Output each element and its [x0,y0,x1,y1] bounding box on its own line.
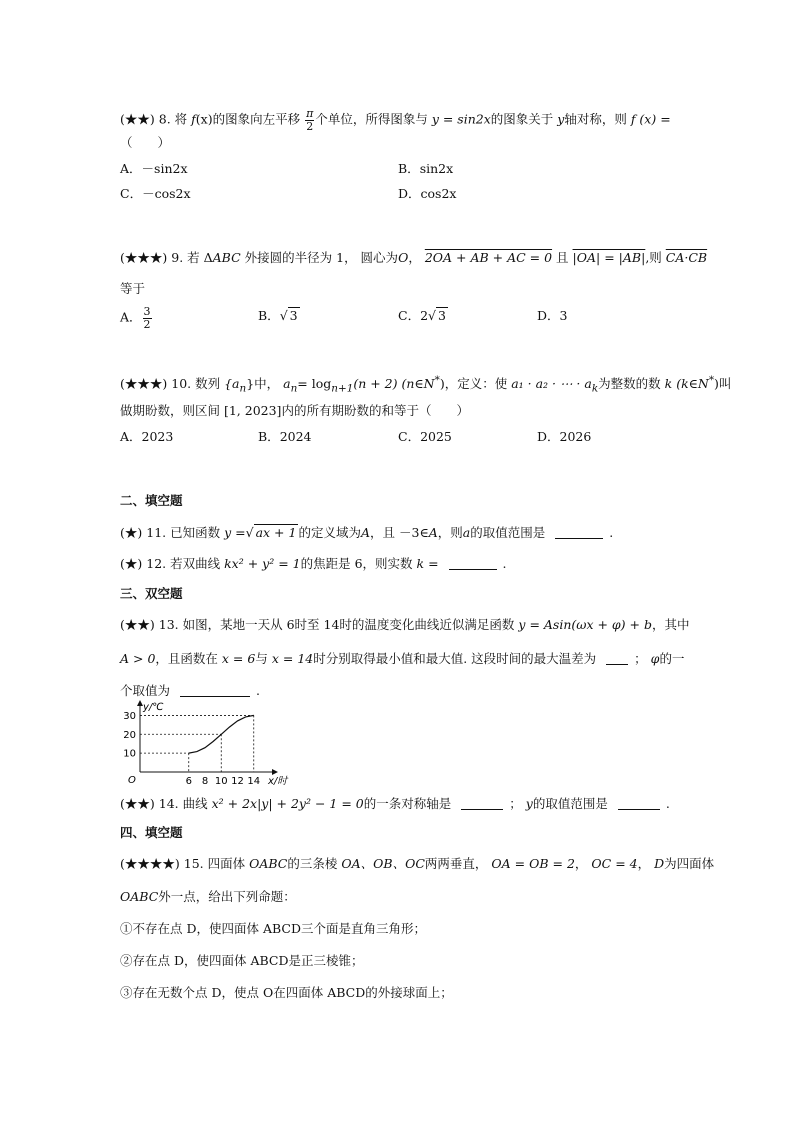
q9-option-b: B．√ 3 [258,308,298,323]
q13-text: ，且函数在 [155,651,218,666]
option-value: 2024 [279,429,312,444]
option-value: 2025 [420,429,452,444]
q13-stars: (★★) [120,617,155,632]
option-value: －cos2x [142,186,191,201]
q14-line [120,797,670,811]
q13-text: 与 [255,651,268,666]
q14-eq: x² + 2x|y| + 2y² − 1 = 0 [211,796,364,811]
origin-label: O [128,775,136,786]
q13-cond: A > 0 [120,651,156,666]
q11-stars: (★) [120,525,143,540]
q10-text: }中， [246,376,280,392]
temperature-chart [110,700,288,787]
q11-end: . [609,525,614,540]
option-label: D． [537,308,560,323]
option-label: B． [398,161,420,176]
q8-fx2: f (x) = [630,111,671,127]
q15-proposition-1: ①不存在点 D，使四面体 ABCD三个面是直角三角形； [120,921,427,936]
q9-text: 9. 若 Δ [171,250,213,265]
q12-end: . [502,556,507,571]
q9-line1 [120,252,707,265]
q11-text: ，则 [437,525,463,540]
q11-set: A [428,525,438,540]
q9-opta-frac [143,306,152,330]
q9-dot-product: CA·CB [665,250,708,265]
q13-x14: x = 14 [271,651,314,666]
q11-radicand: ax + 1 [255,525,297,540]
q15-text: 两两垂直， [424,856,488,871]
option-label: C． [398,308,421,323]
q8-text: (x)的图象向左平移 [195,111,301,127]
q10-seq: {a [224,376,240,392]
q9-text: 外接圆的半径为 1， 圆心为 [244,250,399,265]
q10-seq-sub: n [239,382,247,395]
option-label: C． [120,186,143,201]
option-value: 3 [559,308,568,323]
q14-text: 14. 曲线 [158,796,208,811]
q15-text: 为四面体 [664,856,715,871]
q13-text: 的一 [659,651,685,666]
q8-text: 的图象关于 [490,111,554,127]
answer-blank[interactable] [618,797,660,810]
q10-option-c [398,431,452,444]
q8-fx: f [191,111,196,127]
option-value: 2026 [559,429,592,444]
q9-option-d [537,310,567,323]
q10-product-k: k [591,382,599,395]
q14-stars: (★★) [120,796,155,811]
q15-text: 外一点，给出下列命题： [158,889,296,904]
q10-text: )，定义：使 [439,376,508,392]
option-value: sin2x [419,161,454,176]
q8-option-a [120,163,188,176]
q9-line2: 等于 [120,281,146,296]
q13-text: ，其中 [651,617,690,632]
q12-eq: kx² + y² = 1 [224,556,301,571]
q12-text: 12. 若双曲线 [146,556,221,571]
q14-text: ； [509,796,522,811]
q9-vector-mag: |OA| = |AB| [572,250,646,265]
q15-eq1: OA = OB = 2 [491,856,575,871]
q8-stars: (★★) [120,111,155,127]
q11-text: 的定义域为 [298,525,361,540]
option-label: B． [258,429,280,444]
answer-blank[interactable] [180,684,250,697]
x-tick-label: 10 [214,776,228,787]
q10-text: )叫 [714,376,732,392]
q11-set: A [360,525,371,540]
option-value: 2023 [141,429,174,444]
option-value: cos2x [420,186,457,201]
q8-text: 8. 将 [158,111,188,127]
x-axis-arrow [272,769,278,775]
q8-fraction [305,108,314,132]
answer-blank[interactable] [606,652,628,665]
q10-text: 为整数的数 [598,376,661,392]
sqrt-value: 3 [438,308,446,323]
q11-fn: y = [224,525,246,540]
q8-option-b [398,163,453,176]
q9-o: O [398,250,409,265]
q10-an: a [283,376,291,392]
q15-proposition-3: ③存在无数个点 D，使点 O在四面体 ABCD的外接球面上； [120,985,453,1000]
q13-line2 [120,652,684,666]
q15-d: D [654,856,665,871]
q9-text: ,则 [645,250,662,265]
q10-text: 10. 数列 [171,376,221,392]
answer-blank[interactable] [555,526,603,539]
q15-edges: OA、OB、OC [341,856,425,871]
q13-end: . [256,683,260,698]
frac-num: 3 [143,305,151,318]
q8-line1 [120,108,671,132]
q13-phi: φ [650,651,660,666]
section-title-4: 四、填空题 [120,825,183,840]
q12-stars: (★) [120,556,143,571]
q11-var: a [462,525,471,540]
q13-text: 个取值为 [120,683,171,698]
option-label: D． [398,186,421,201]
answer-blank[interactable] [461,797,503,810]
q8-text: 轴对称，则 [564,111,627,127]
sqrt-value: 3 [289,308,298,323]
q9-text: ， [408,250,421,265]
q8-option-c [120,188,191,201]
q10-k: k (k∈N [664,376,709,392]
q13-fn: y = Asin(ωx + φ) + b [518,617,652,632]
q15-text: ， [574,856,588,871]
q13-line1 [120,619,690,632]
q15-line1 [120,858,714,871]
q10-line1: (★★★) 10. 数列 $\{a_n\}$中， $a_n= \log_{n+1}(n + 2)$ (n∈N*)，定义：使 a₁ · a₂ · ⋯ · $a_k$为整数的数 k (k∈N*)叫 [120,374,732,395]
option-label: A． [120,161,142,176]
q15-line2 [120,891,296,904]
q10-stars: (★★★) [120,376,168,392]
y-axis-label: y/℃ [143,702,164,713]
q9-abc: ABC [212,250,241,265]
option-label: B． [258,308,280,323]
x-tick-label: 8 [201,776,209,787]
q10-line2: 做期盼数，则区间 [1, 2023]内的所有期盼数的和等于（ ） [120,403,469,418]
x-tick-label: 12 [231,776,244,787]
q15-eq2: OC = 4 [591,856,638,871]
q12-text: 的焦距是 6，则实数 [300,556,413,571]
q11-line: (★) 11. 已知函数 y =√ ax + 1 的定义域为A，且 －3∈A，则a的取值范围是 . [120,525,614,540]
q10-option-a [120,431,173,444]
option-label: A． [120,429,142,444]
x-tick-label: 14 [247,776,261,787]
section-title-3: 三、双空题 [120,586,183,601]
q13-text: 时分别取得最小值和最大值. 这段时间的最大温差为 [313,651,597,666]
q15-text: 15. 四面体 [183,856,246,871]
q13-x6: x = 6 [221,651,256,666]
q9-stars: (★★★) [120,250,168,265]
q13-text: 13. 如图，某地一天从 6时至 14时的温度变化曲线近似满足函数 [158,617,515,632]
option-label: C． [398,429,421,444]
q8-frac-num: π [306,107,314,120]
q8-option-d [398,188,456,201]
q11-text: ，且 －3∈ [370,525,429,540]
section-title-2: 二、填空题 [120,493,183,508]
q15-oabc: OABC [120,889,159,904]
q12-k: k = [416,556,439,571]
q15-stars: (★★★★) [120,856,180,871]
q8-text: 个单位，所得图象与 [315,111,428,127]
answer-blank[interactable] [449,557,497,570]
chart-plot [123,700,289,787]
q8-paren: （ ） [120,135,171,150]
q14-end: . [665,796,670,811]
q9-option-a [120,306,153,330]
q15-proposition-2: ②存在点 D，使四面体 ABCD是正三棱锥； [120,953,364,968]
option-value: －sin2x [141,161,188,176]
option-label: D． [537,429,560,444]
q13-text: ； [634,651,647,666]
q13-line3 [120,684,260,698]
frac-den: 2 [143,317,151,331]
q11-text: 的取值范围是 [470,525,546,540]
q10-option-d [537,431,591,444]
option-label: A． [120,309,142,325]
x-axis-label: x/时 [268,776,288,787]
q10-log-base: n+1 [331,382,354,395]
y-tick-label: 10 [123,748,136,760]
q12-line [120,557,507,571]
q8-frac-den: 2 [306,119,314,133]
y-tick-label: 20 [123,729,136,741]
q10-option-b [258,431,312,444]
q9-text: 且 [556,250,569,265]
q14-y: y [525,796,533,811]
q15-text: ， [637,856,651,871]
q10-product: a₁ · a₂ · ⋯ · a [511,376,592,392]
q9-option-c: C．2√ 3 [398,308,446,323]
q8-yvar: y [557,111,565,127]
y-tick-label: 30 [123,710,136,722]
q14-text: 的一条对称轴是 [363,796,452,811]
q15-text: 的三条棱 [287,856,338,871]
q10-log: = log [297,376,332,392]
q10-arg: (n + 2) (n∈N [353,376,435,392]
x-tick-label: 6 [185,776,192,787]
q11-text: 11. 已知函数 [146,525,221,540]
q15-oabc: OABC [249,856,288,871]
coef: 2 [420,308,429,323]
q9-vector-eq: 2OA + AB + AC = 0 [424,250,553,265]
q14-text: 的取值范围是 [532,796,608,811]
q8-eq: y = sin2x [431,111,491,127]
